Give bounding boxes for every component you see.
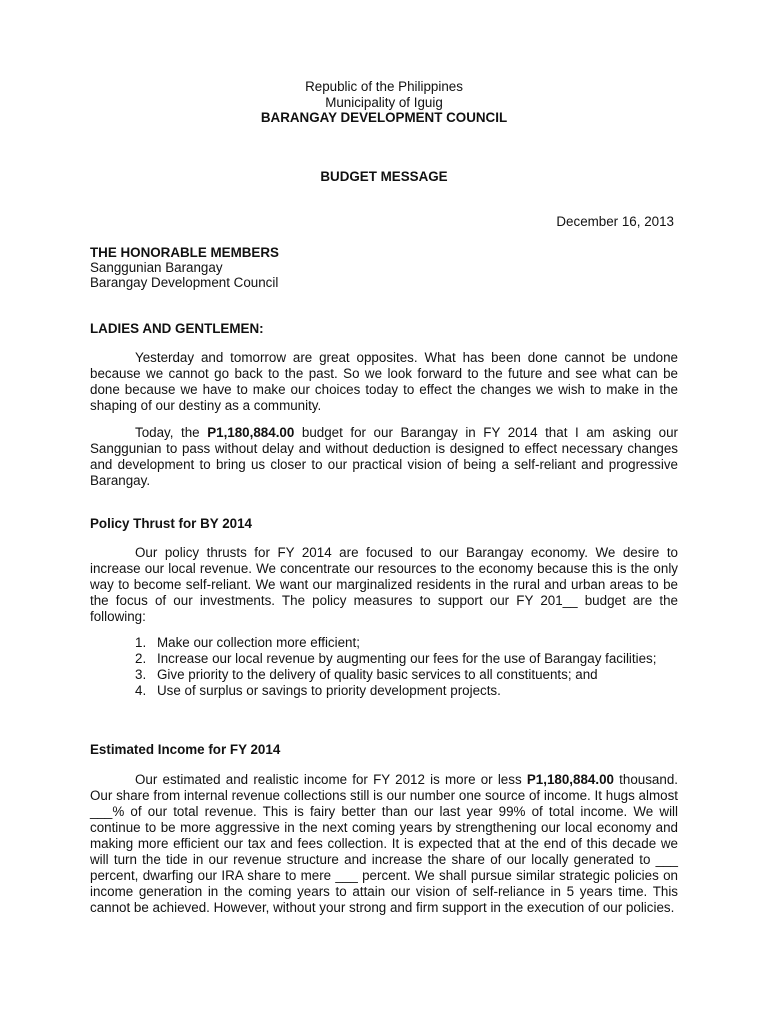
budget-amount: P1,180,884.00 bbox=[207, 425, 295, 440]
paragraph-opening bbox=[90, 350, 678, 414]
paragraph-budget bbox=[90, 425, 678, 489]
document-title: BUDGET MESSAGE bbox=[320, 169, 448, 184]
salutation: LADIES AND GENTLEMEN: bbox=[90, 321, 264, 336]
header-municipality: Municipality of Iguig bbox=[325, 95, 443, 110]
paragraph-income bbox=[90, 772, 678, 916]
paragraph-income-before: Our estimated and realistic income for FY 2012 is more or less bbox=[135, 772, 527, 787]
paragraph-policy-text: Our policy thrusts for FY 2014 are focused to our Barangay economy. We desire to increase our local revenue. We concentrate our resources to the economy because this is the only way to become self-reliant. We want our marginalized residents in the rural and urban areas to be the focus of our investments. The policy measures to support our FY 201__ budget are the following: bbox=[90, 545, 678, 624]
list-item: 2. Increase our local revenue by augmenting our fees for the use of Barangay facilities; bbox=[135, 651, 657, 666]
section-heading-income: Estimated Income for FY 2014 bbox=[90, 742, 281, 757]
addressee-council: Barangay Development Council bbox=[90, 275, 279, 290]
paragraph-opening-text: Yesterday and tomorrow are great opposites. What has been done cannot be undone because we cannot go back to the past. So we look forward to the future and see what can be done because we have to make our choices today to effect the changes we wish to make in the shaping of our destiny as a community. bbox=[90, 350, 678, 413]
addressee-title: THE HONORABLE MEMBERS bbox=[90, 245, 279, 260]
list-item: 4. Use of surplus or savings to priority development projects. bbox=[135, 683, 501, 698]
paragraph-policy bbox=[90, 545, 678, 625]
paragraph-income-after: thousand. Our share from internal revenue collections still is our number one source of income. It hugs almost ___% of our total revenue. This is fairy better than our last year 99% of total income. We will continue to be more aggressive in the next coming years by strengthening our local economy and making more efficient our tax and fees collection. It is expected that at the end of this decade we will turn the tide in our revenue structure and increase the share of our locally generated to ___ percent, dwarfing our IRA share to mere ___ percent. We shall pursue similar strategic policies on income generation in the coming years to attain our vision of self-reliance in 5 years time. This cannot be achieved. However, without your strong and firm support in the execution of our policies. bbox=[90, 772, 678, 915]
income-amount: P1,180,884.00 bbox=[526, 772, 614, 787]
paragraph-budget-before: Today, the bbox=[135, 425, 208, 440]
header-republic: Republic of the Philippines bbox=[305, 79, 463, 94]
addressee-sanggunian: Sanggunian Barangay bbox=[90, 260, 223, 275]
letter-date: December 16, 2013 bbox=[556, 214, 674, 229]
paragraph-budget-after: budget for our Barangay in FY 2014 that I am asking our Sanggunian to pass without delay and without deduction is designed to effect necessary changes and development to bring us closer to our practical vision of being a self-reliant and progressive Barangay. bbox=[90, 425, 679, 488]
list-item: 3. Give priority to the delivery of quality basic services to all constituents; and bbox=[135, 667, 598, 682]
section-heading-policy: Policy Thrust for BY 2014 bbox=[90, 516, 252, 531]
header-council: BARANGAY DEVELOPMENT COUNCIL bbox=[260, 110, 508, 125]
list-item: 1. Make our collection more efficient; bbox=[135, 635, 360, 650]
policy-measures-list bbox=[90, 635, 680, 699]
